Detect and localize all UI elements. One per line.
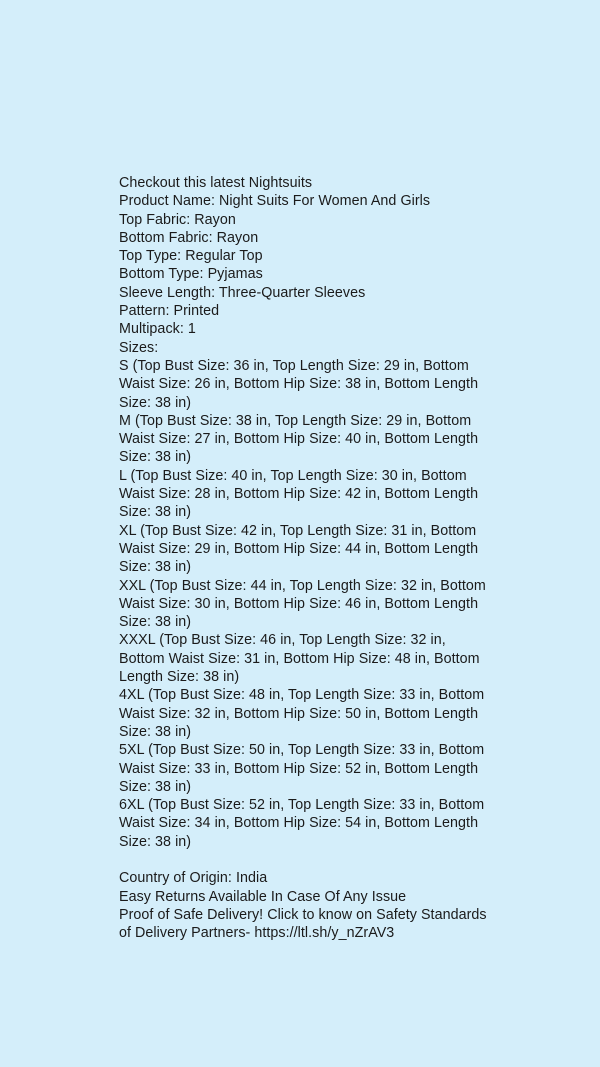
size-list [119, 357, 491, 851]
size-entry-m: M (Top Bust Size: 38 in, Top Length Size: 29 in, Bottom Waist Size: 27 in, Bottom Hip Size: 40 in, Bottom Length Size: 38 in) [119, 412, 479, 466]
size-entry-5xl: 5XL (Top Bust Size: 50 in, Top Length Size: 33 in, Bottom Waist Size: 33 in, Bottom Hip Size: 52 in, Bottom Length Size: 38 in) [119, 742, 485, 795]
multipack-line: Multipack: 1 [119, 321, 196, 338]
bottom-type-line: Bottom Type: Pyjamas [119, 266, 263, 283]
safe-delivery-line [119, 906, 491, 943]
size-entry-4xl: 4XL (Top Bust Size: 48 in, Top Length Size: 33 in, Bottom Waist Size: 32 in, Bottom Hip Size: 50 in, Bottom Length Size: 38 in) [119, 687, 485, 740]
sizes-heading: Sizes: [119, 339, 159, 356]
size-entry-l: L (Top Bust Size: 40 in, Top Length Size: 30 in, Bottom Waist Size: 28 in, Bottom Hip Size: 42 in, Bottom Length Size: 38 in) [119, 467, 479, 521]
safety-standards-link[interactable]: https://ltl.sh/y_nZrAV3 [254, 925, 395, 942]
easy-returns-line: Easy Returns Available In Case Of Any Issue [119, 888, 407, 905]
intro-line: Checkout this latest Nightsuits [119, 175, 313, 191]
size-entry-xl: XL (Top Bust Size: 42 in, Top Length Size: 31 in, Bottom Waist Size: 29 in, Bottom Hip Size: 44 in, Bottom Length Size: 38 in) [119, 522, 479, 576]
size-entry-s: S (Top Bust Size: 36 in, Top Length Size: 29 in, Bottom Waist Size: 26 in, Bottom Hip Size: 38 in, Bottom Length Size: 38 in) [119, 357, 479, 411]
blank-line [119, 851, 491, 869]
size-entry-6xl: 6XL (Top Bust Size: 52 in, Top Length Size: 33 in, Bottom Waist Size: 34 in, Bottom Hip Size: 54 in, Bottom Length Size: 38 in) [119, 797, 485, 850]
size-entry-xxl: XXL (Top Bust Size: 44 in, Top Length Size: 32 in, Bottom Waist Size: 30 in, Bottom Hip Size: 46 in, Bottom Length Size: 38 in) [119, 577, 486, 631]
sleeve-length-line: Sleeve Length: Three-Quarter Sleeves [119, 284, 366, 301]
product-name-line: Product Name: Night Suits For Women And Girls [119, 193, 431, 210]
country-of-origin-line: Country of Origin: India [119, 870, 268, 887]
top-type-line: Top Type: Regular Top [119, 248, 263, 265]
pattern-line: Pattern: Printed [119, 303, 220, 320]
safe-delivery-text: Proof of Safe Delivery! Click to know on Safety Standards of Delivery Partners- [119, 906, 487, 942]
top-fabric-line: Top Fabric: Rayon [119, 211, 236, 228]
size-entry-xxxl: XXXL (Top Bust Size: 46 in, Top Length Size: 32 in, Bottom Waist Size: 31 in, Bottom Hip Size: 48 in, Bottom Length Size: 38 in) [119, 632, 480, 686]
product-description [119, 174, 491, 942]
bottom-fabric-line: Bottom Fabric: Rayon [119, 229, 259, 246]
